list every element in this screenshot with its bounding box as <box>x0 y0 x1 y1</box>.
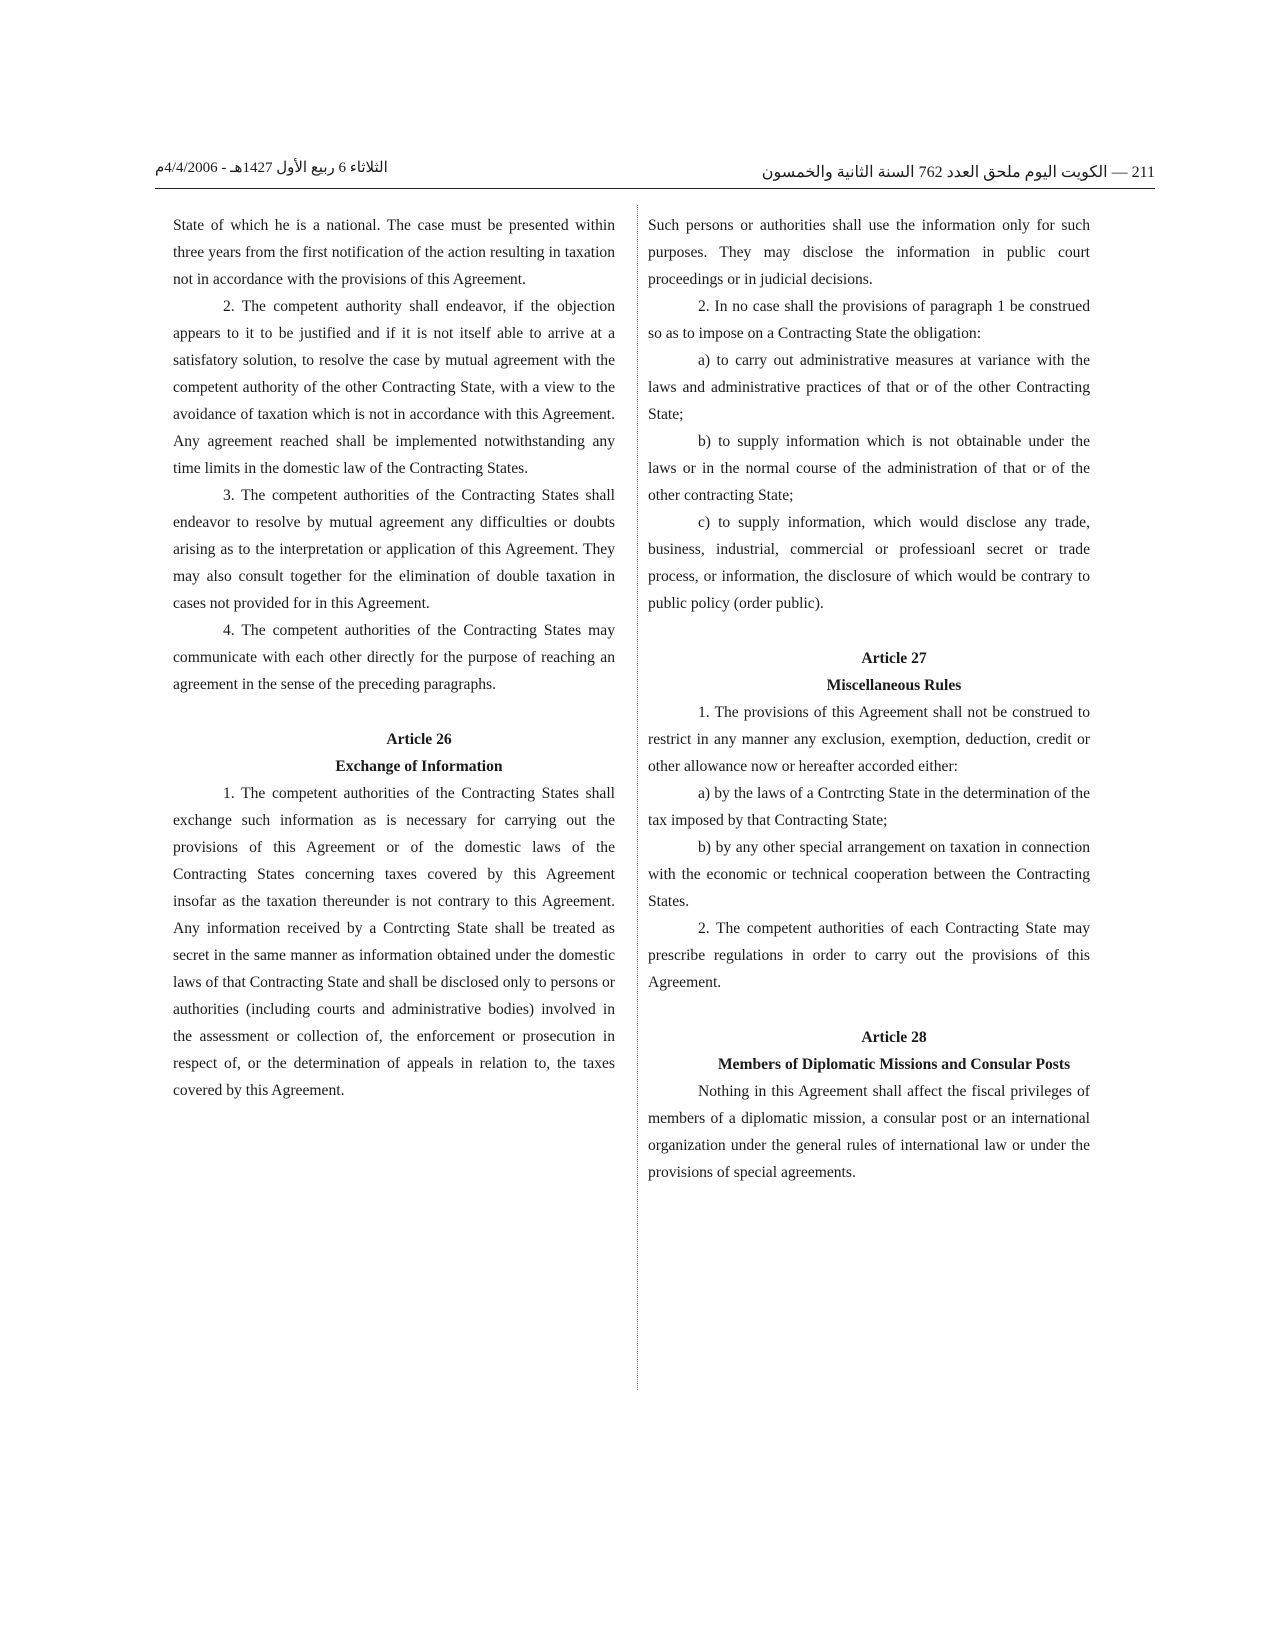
page-header <box>155 148 1155 192</box>
article-number: Article 28 <box>861 1029 927 1046</box>
paragraph: 3. The competent authorities of the Contracting States shall endeavor to resolve by mutual agreement any difficulties or doubts arising as to the interpretation or application of this Agreement. They may also consult together for the elimination of double taxation in cases not provided for in this Agreement. <box>173 487 615 612</box>
article-number: Article 26 <box>386 731 452 748</box>
article-title: Members of Diplomatic Missions and Consular Posts <box>717 1056 1071 1073</box>
paragraph: 2. The competent authorities of each Contracting State may prescribe regulations in order to carry out the provisions of this Agreement. <box>648 920 1090 991</box>
list-item: b) to supply information which is not obtainable under the laws or in the normal course of the administration of that or of the other contracting State; <box>648 433 1090 504</box>
paragraph: 1. The competent authorities of the Contracting States shall exchange such information as is necessary for carrying out the provisions of this Agreement or of the domestic laws of the Contracting States concerning taxes covered by this Agreement insofar as the taxation thereunder is not contrary to this Agreement. Any information received by a Contrcting State shall be treated as secret in the same manner as information obtained under the domestic laws of that Contracting State and shall be disclosed only to persons or authorities (including courts and administrative bodies) involved in the assessment or collection of, the enforcement or prosecution in respect of, or the determination of appeals in relation to, the taxes covered by this Agreement. <box>173 785 615 1099</box>
right-column <box>648 212 1090 1186</box>
column-divider <box>637 205 638 1390</box>
header-date-arabic: الثلاثاء 6 ربيع الأول 1427هـ - 4/4/2006م <box>155 160 388 176</box>
article-title: Miscellaneous Rules <box>826 677 962 694</box>
article-title: Exchange of Information <box>335 758 503 775</box>
paragraph: 2. In no case shall the provisions of paragraph 1 be construed so as to impose on a Contracting State the obligation: <box>648 298 1090 342</box>
left-column <box>173 212 615 1104</box>
paragraph: Nothing in this Agreement shall affect the fiscal privileges of members of a diplomatic mission, a consular post or an international organization under the general rules of international law or under the provisions of special agreements. <box>648 1083 1090 1181</box>
header-publication-info <box>635 162 1155 182</box>
header-publication-arabic: — <box>1107 164 1128 181</box>
list-item: a) to carry out administrative measures at variance with the laws and administrative practices of that or of the other Contracting State; <box>648 352 1090 423</box>
list-item: a) by the laws of a Contrcting State in the determination of the tax imposed by that Contracting State; <box>648 785 1090 829</box>
list-item: b) by any other special arrangement on taxation in connection with the economic or technical cooperation between the Contracting States. <box>648 839 1090 910</box>
header-rule <box>155 188 1155 189</box>
paragraph: 2. The competent authority shall endeavor, if the objection appears to it to be justified and if it is not itself able to arrive at a satisfatory solution, to resolve the case by mutual agreement with the competent authority of the other Contracting State, with a view to the avoidance of taxation which is not in accordance with this Agreement. Any agreement reached shall be implemented notwithstanding any time limits in the domestic law of the Contracting States. <box>173 298 615 477</box>
paragraph: 1. The provisions of this Agreement shall not be construed to restrict in any manner any exclusion, exemption, deduction, credit or other allowance now or hereafter accorded either: <box>648 704 1090 775</box>
paragraph: 4. The competent authorities of the Contracting States may communicate with each other directly for the purpose of reaching an agreement in the sense of the preceding paragraphs. <box>173 622 615 693</box>
paragraph: State of which he is a national. The case must be presented within three years from the first notification of the action resulting in taxation not in accordance with the provisions of this Agreement. <box>173 217 615 288</box>
header-page-number: 211 <box>1131 164 1155 181</box>
header-publication-title: الكويت اليوم ملحق العدد 762 السنة الثانية والخمسون <box>761 164 1108 181</box>
paragraph: Such persons or authorities shall use the information only for such purposes. They may disclose the information in public court proceedings or in judicial decisions. <box>648 217 1090 288</box>
list-item: c) to supply information, which would disclose any trade, business, industrial, commercial or professioanl secret or trade process, or information, the disclosure of which would be contrary to public policy (order public). <box>648 514 1090 612</box>
article-number: Article 27 <box>861 650 927 667</box>
